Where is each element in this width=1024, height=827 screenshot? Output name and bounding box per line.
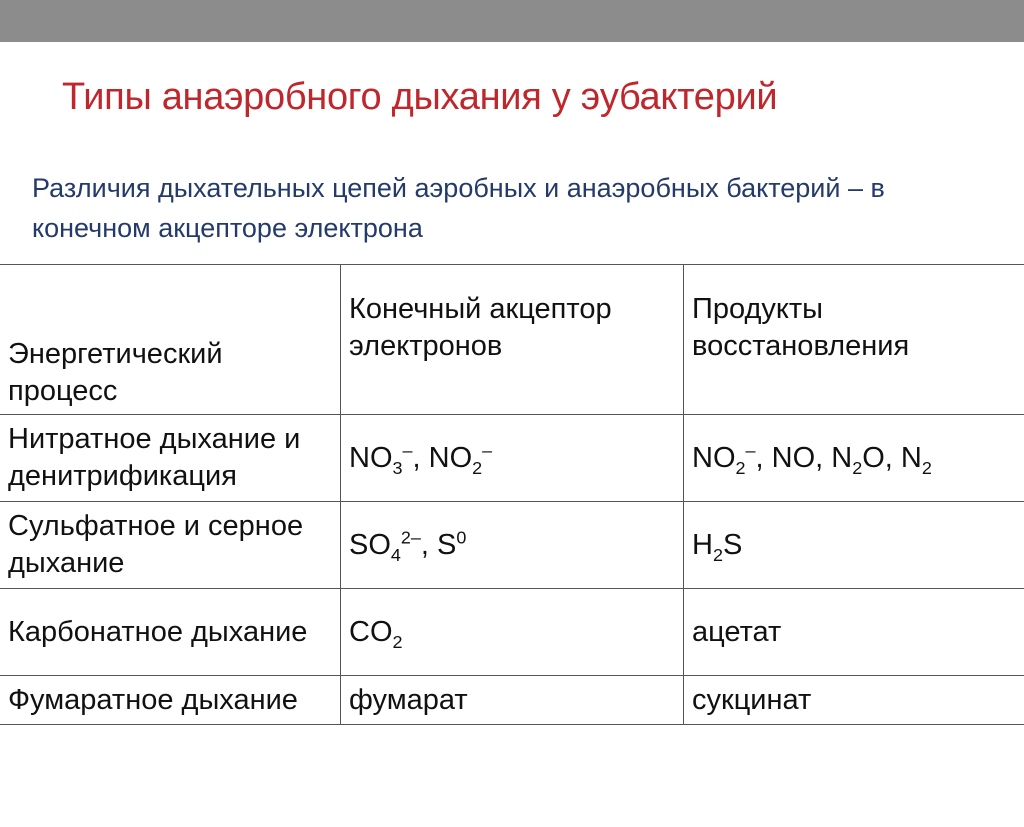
header-products: Продукты восстановления [684,265,1024,415]
cell-acceptor: $NO_3^-$, $NO_2^-$ [341,415,684,502]
header-acceptor: Конечный акцептор электронов [341,265,684,415]
table-row [0,415,1024,502]
cell-process: Фумаратное дыхание [0,676,341,725]
cell-process: Нитратное дыхание и денитрификация [0,415,341,502]
cell-products: ацетат [684,589,1024,676]
respiration-table [0,264,1024,725]
cell-acceptor: $SO_4^{2-}$, $S^0$ [341,502,684,589]
cell-process: Сульфатное и серное дыхание [0,502,341,589]
table-row [0,589,1024,676]
table-row [0,502,1024,589]
table-header-row [0,265,1024,415]
slide-subtitle: Различия дыхательных цепей аэробных и анаэробных бактерий – в конечном акцепторе электрона [32,173,885,243]
header-process: Энергетический процесс [0,265,341,415]
cell-acceptor: $CO_2$ [341,589,684,676]
cell-acceptor: фумарат [341,676,684,725]
cell-process: Карбонатное дыхание [0,589,341,676]
slide-title: Типы анаэробного дыхания у эубактерий [62,76,778,118]
cell-products: $NO_2^-$, NO, $N_2O$, $N_2$ [684,415,1024,502]
cell-products: сукцинат [684,676,1024,725]
table-row [0,676,1024,725]
top-bar [0,0,1024,42]
cell-products: $H_2S$ [684,502,1024,589]
